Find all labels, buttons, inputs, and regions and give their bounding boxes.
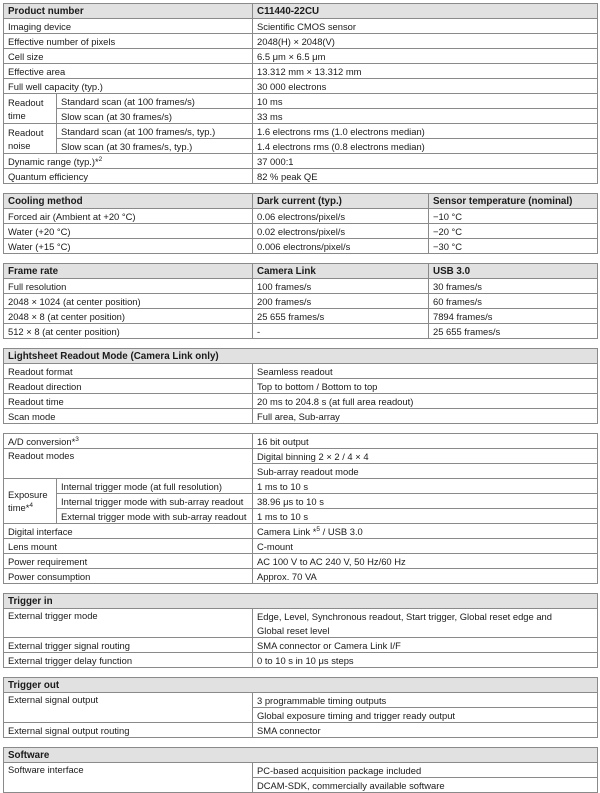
row-label: Effective area	[4, 64, 253, 79]
table-row	[4, 364, 598, 379]
cell: 100 frames/s	[253, 279, 429, 294]
row-label: External signal output routing	[4, 723, 253, 738]
row-label: Digital interface	[4, 524, 253, 539]
table-row	[4, 653, 598, 668]
table-row	[4, 609, 598, 624]
ad-conversion-label: A/D conversion*	[8, 435, 76, 447]
row-value: Top to bottom / Bottom to top	[253, 379, 598, 394]
product-spec-table	[3, 3, 598, 184]
row-value: 10 ms	[253, 94, 598, 109]
table-row	[4, 309, 598, 324]
row-value: 0 to 10 s in 10 μs steps	[253, 653, 598, 668]
table-row	[4, 79, 598, 94]
table-row	[4, 638, 598, 653]
table-header	[4, 594, 598, 609]
table-row	[4, 239, 598, 254]
cell: 25 655 frames/s	[253, 309, 429, 324]
table-row	[4, 139, 598, 154]
row-label: Slow scan (at 30 frames/s, typ.)	[57, 139, 253, 154]
row-label: Internal trigger mode with sub-array readout	[57, 494, 253, 509]
group-label: Readout time	[4, 94, 57, 124]
cell: 60 frames/s	[429, 294, 598, 309]
trigger-in-table	[3, 593, 598, 668]
cell: −20 °C	[429, 224, 598, 239]
table-row	[4, 224, 598, 239]
row-label: External trigger mode	[4, 609, 253, 638]
header-cell: USB 3.0	[429, 264, 598, 279]
row-label: Quantum efficiency	[4, 169, 253, 184]
row-value: PC-based acquisition package included	[253, 763, 598, 778]
row-value: SMA connector	[253, 723, 598, 738]
row-label: Readout direction	[4, 379, 253, 394]
table-row	[4, 409, 598, 424]
row-value: 1.6 electrons rms (1.0 electrons median)	[253, 124, 598, 139]
row-label: External trigger signal routing	[4, 638, 253, 653]
cell: Forced air (Ambient at +20 °C)	[4, 209, 253, 224]
table-row	[4, 49, 598, 64]
header-cell: Trigger in	[4, 594, 598, 609]
lightsheet-table	[3, 348, 598, 424]
row-label: Power requirement	[4, 554, 253, 569]
row-label: Readout modes	[4, 449, 253, 479]
row-value: 3 programmable timing outputs	[253, 693, 598, 708]
row-value: Full area, Sub-array	[253, 409, 598, 424]
row-value: 6.5 μm × 6.5 μm	[253, 49, 598, 64]
row-label: Scan mode	[4, 409, 253, 424]
row-label: External trigger delay function	[4, 653, 253, 668]
table-row	[4, 379, 598, 394]
row-label: Lens mount	[4, 539, 253, 554]
row-value: Scientific CMOS sensor	[253, 19, 598, 34]
header-cell: Trigger out	[4, 678, 598, 693]
cell: 200 frames/s	[253, 294, 429, 309]
table-header	[4, 4, 598, 19]
trigger-out-table	[3, 677, 598, 738]
cell: 25 655 frames/s	[429, 324, 598, 339]
row-label: Cell size	[4, 49, 253, 64]
table-row	[4, 693, 598, 708]
row-value: Global reset level	[253, 623, 598, 638]
table-row	[4, 509, 598, 524]
software-table	[3, 747, 598, 793]
table-row	[4, 19, 598, 34]
cell: Water (+15 °C)	[4, 239, 253, 254]
table-row	[4, 479, 598, 494]
table-row	[4, 539, 598, 554]
row-value: 13.312 mm × 13.312 mm	[253, 64, 598, 79]
exposure-time-label: Exposure time*	[8, 489, 48, 513]
row-label: Readout time	[4, 394, 253, 409]
table-row	[4, 124, 598, 139]
footnote-mark: 4	[29, 501, 33, 509]
header-label: Product number	[4, 4, 253, 19]
table-row	[4, 524, 598, 539]
cell: Water (+20 °C)	[4, 224, 253, 239]
row-value: Digital binning 2 × 2 / 4 × 4	[253, 449, 598, 464]
row-value: 1 ms to 10 s	[253, 479, 598, 494]
header-cell: Sensor temperature (nominal)	[429, 194, 598, 209]
table-row	[4, 494, 598, 509]
cell: -	[253, 324, 429, 339]
digital-interface-pre: Camera Link *	[257, 525, 317, 537]
header-cell: Frame rate	[4, 264, 253, 279]
row-label: Effective number of pixels	[4, 34, 253, 49]
row-label: Power consumption	[4, 569, 253, 584]
table-header	[4, 748, 598, 763]
row-value: 20 ms to 204.8 s (at full area readout)	[253, 394, 598, 409]
row-value: 37 000:1	[253, 154, 598, 169]
row-label: External signal output	[4, 693, 253, 723]
cell: 0.02 electrons/pixel/s	[253, 224, 429, 239]
table-row	[4, 64, 598, 79]
cell: 2048 × 8 (at center position)	[4, 309, 253, 324]
table-header	[4, 349, 598, 364]
row-value: SMA connector or Camera Link I/F	[253, 638, 598, 653]
row-value: 2048(H) × 2048(V)	[253, 34, 598, 49]
table-row	[4, 569, 598, 584]
header-cell: Software	[4, 748, 598, 763]
header-value: C11440-22CU	[253, 4, 598, 19]
footnote-mark: 3	[75, 435, 79, 443]
table-row	[4, 449, 598, 464]
spec-sheet	[3, 3, 597, 793]
row-value: 1 ms to 10 s	[253, 509, 598, 524]
table-row	[4, 723, 598, 738]
cell: Full resolution	[4, 279, 253, 294]
row-value: 33 ms	[253, 109, 598, 124]
row-value: Global exposure timing and trigger ready output	[253, 708, 598, 723]
row-label: Slow scan (at 30 frames/s)	[57, 109, 253, 124]
row-value: Approx. 70 VA	[253, 569, 598, 584]
digital-interface-post: / USB 3.0	[320, 525, 363, 537]
frame-rate-table	[3, 263, 598, 339]
row-label: Imaging device	[4, 19, 253, 34]
cell: 0.006 electrons/pixel/s	[253, 239, 429, 254]
group-label	[4, 479, 57, 524]
row-label: Standard scan (at 100 frames/s)	[57, 94, 253, 109]
table-row	[4, 169, 598, 184]
cooling-table	[3, 193, 598, 254]
row-value: Edge, Level, Synchronous readout, Start trigger, Global reset edge and	[253, 609, 598, 624]
row-value: 30 000 electrons	[253, 79, 598, 94]
table-row	[4, 434, 598, 449]
cell: −10 °C	[429, 209, 598, 224]
table-row	[4, 154, 598, 169]
cell: 7894 frames/s	[429, 309, 598, 324]
general-spec-table	[3, 433, 598, 584]
header-cell: Cooling method	[4, 194, 253, 209]
table-header	[4, 264, 598, 279]
table-row	[4, 554, 598, 569]
row-label: Readout format	[4, 364, 253, 379]
table-row	[4, 294, 598, 309]
row-value: 1.4 electrons rms (0.8 electrons median)	[253, 139, 598, 154]
header-cell: Lightsheet Readout Mode (Camera Link only)	[4, 349, 598, 364]
row-value: Seamless readout	[253, 364, 598, 379]
row-label: Internal trigger mode (at full resolution)	[57, 479, 253, 494]
footnote-mark: 2	[98, 155, 103, 163]
table-row	[4, 279, 598, 294]
cell: −30 °C	[429, 239, 598, 254]
row-value: AC 100 V to AC 240 V, 50 Hz/60 Hz	[253, 554, 598, 569]
row-label: External trigger mode with sub-array readout	[57, 509, 253, 524]
dynamic-range-label: Dynamic range (typ.)*	[8, 155, 99, 167]
table-row	[4, 109, 598, 124]
table-row	[4, 209, 598, 224]
row-value: C-mount	[253, 539, 598, 554]
row-label: Software interface	[4, 763, 253, 793]
cell: 0.06 electrons/pixel/s	[253, 209, 429, 224]
table-row	[4, 34, 598, 49]
table-row	[4, 94, 598, 109]
row-value	[253, 524, 598, 539]
row-label: Full well capacity (typ.)	[4, 79, 253, 94]
row-label: Standard scan (at 100 frames/s, typ.)	[57, 124, 253, 139]
row-label	[4, 154, 253, 169]
group-label: Readout noise	[4, 124, 57, 154]
table-row	[4, 394, 598, 409]
cell: 30 frames/s	[429, 279, 598, 294]
footnote-mark: 5	[316, 525, 321, 533]
table-header	[4, 678, 598, 693]
row-value: 38.96 μs to 10 s	[253, 494, 598, 509]
row-value: Sub-array readout mode	[253, 464, 598, 479]
table-row	[4, 324, 598, 339]
row-label	[4, 434, 253, 449]
row-value: 82 % peak QE	[253, 169, 598, 184]
row-value: 16 bit output	[253, 434, 598, 449]
row-value: DCAM-SDK, commercially available software	[253, 778, 598, 793]
table-header	[4, 194, 598, 209]
header-cell: Camera Link	[253, 264, 429, 279]
table-row	[4, 763, 598, 778]
cell: 512 × 8 (at center position)	[4, 324, 253, 339]
header-cell: Dark current (typ.)	[253, 194, 429, 209]
cell: 2048 × 1024 (at center position)	[4, 294, 253, 309]
